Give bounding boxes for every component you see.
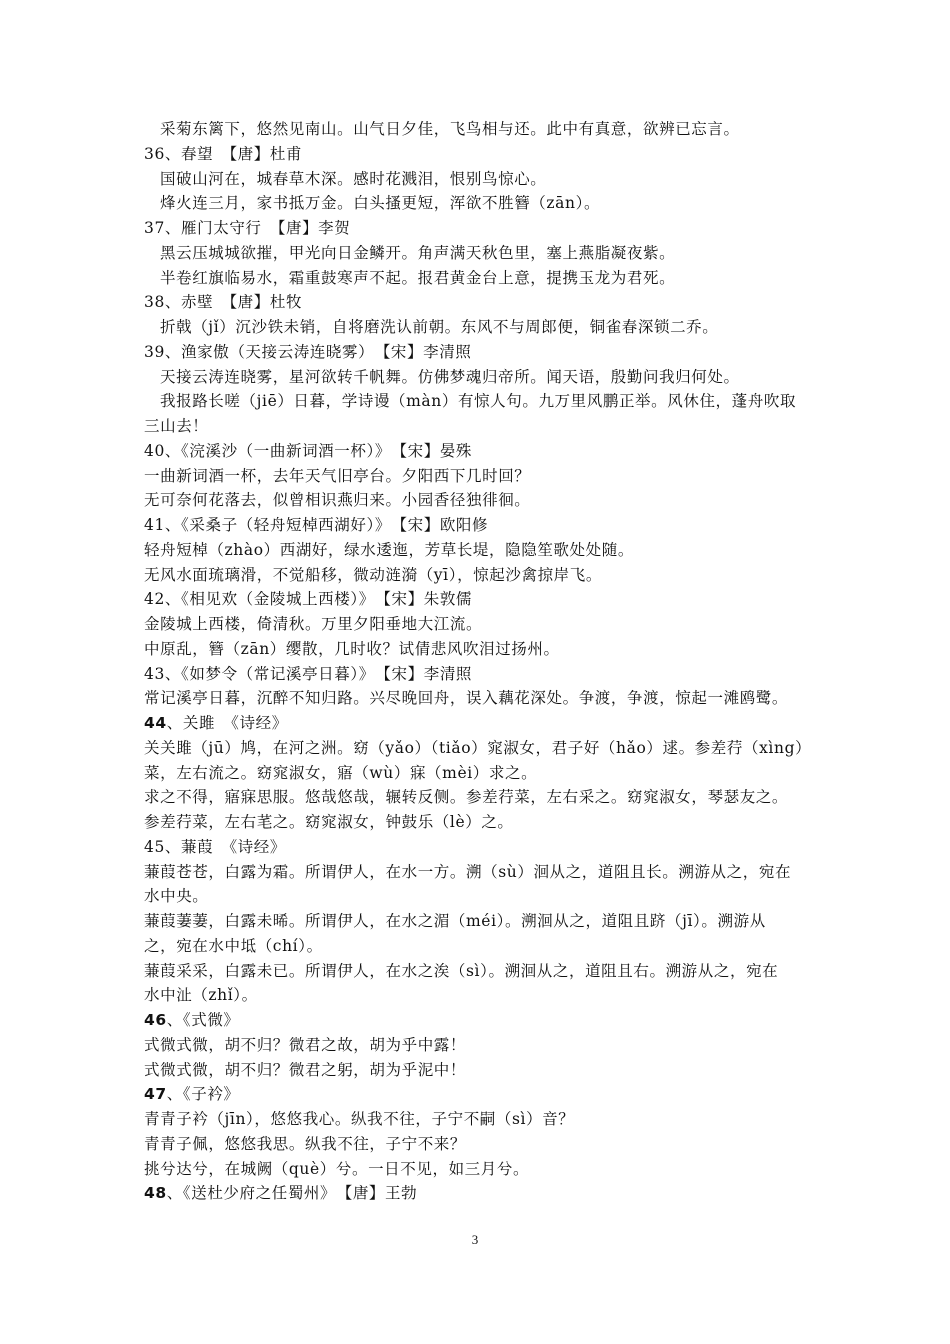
line-text: 37、雁门太守行 【唐】李贺 [144, 219, 351, 237]
line-text: 42、《相见欢（金陵城上西楼）》 【宋】朱敦儒 [144, 590, 473, 609]
line-text: 、《式微》 [166, 1011, 240, 1029]
text-line [144, 1008, 814, 1032]
text-line [160, 241, 830, 265]
line-text: 天接云涛连晓雾，星河欲转千帆舞。仿佛梦魂归帝所。闻天语，殷勤问我归何处。 [160, 367, 740, 386]
text-line [144, 1181, 814, 1205]
text-line [144, 513, 814, 537]
line-text: 水中沚（zhǐ）。 [144, 986, 258, 1005]
line-text: 金陵城上西楼，倚清秋。万里夕阳垂地大江流。 [144, 615, 483, 633]
line-text: 青青子衿（jīn），悠悠我心。纵我不往，子宁不嗣（sì）音？ [144, 1110, 575, 1128]
line-text: 三山去！ [144, 417, 209, 435]
section-number: 44 [144, 714, 167, 732]
line-text: 轻舟短棹（zhào）西湖好，绿水逶迤，芳草长堤，隐隐笙歌处处随。 [144, 540, 634, 559]
section-number: 47 [144, 1085, 167, 1104]
text-line [160, 389, 830, 413]
text-line [160, 315, 830, 339]
text-line [144, 340, 814, 364]
line-text: 之，宛在水中坻（chí）。 [144, 936, 323, 955]
line-text: 一曲新词酒一杯，去年天气旧亭台。夕阳西下几时回？ [144, 466, 531, 485]
line-text: 式微式微，胡不归？微君之躬，胡为乎泥中！ [144, 1060, 467, 1079]
text-line [144, 488, 814, 512]
text-line [144, 810, 814, 834]
text-line [144, 909, 814, 933]
text-line [144, 216, 814, 240]
line-text: 半卷红旗临易水，霜重鼓寒声不起。报君黄金台上意，提携玉龙为君死。 [160, 268, 676, 287]
text-line [144, 464, 814, 488]
text-line [144, 142, 814, 166]
text-line [160, 117, 830, 141]
text-line [144, 1132, 814, 1156]
text-line [160, 191, 830, 215]
line-text: 蒹葭采采，白露未已。所谓伊人，在水之涘（sì）。溯洄从之，道阻且右。溯游从之，宛在 [144, 961, 779, 980]
line-text: 43、《如梦令（常记溪亭日暮）》 【宋】李清照 [144, 664, 473, 683]
line-text: 烽火连三月，家书抵万金。白头搔更短，浑欲不胜簪（zān）。 [160, 194, 601, 213]
text-line [144, 290, 814, 314]
text-line [144, 686, 814, 710]
line-text: 关关雎（jū）鸠，在河之洲。窈（yǎo）（tiǎo）窕淑女，君子好（hǎo）逑。参差荇（xìng） [144, 738, 812, 757]
text-line [144, 612, 814, 636]
line-text: 39、渔家傲（天接云涛连晓雾） 【宋】李清照 [144, 342, 472, 361]
line-text: 45、蒹葭 《诗经》 [144, 837, 286, 856]
text-line [160, 266, 830, 290]
line-text: 38、赤壁 【唐】杜牧 [144, 293, 303, 312]
line-text: 参差荇菜，左右芼之。窈窕淑女，钟鼓乐（lè）之。 [144, 813, 514, 831]
line-text: 我报路长嗟（jiē）日暮，学诗谩（màn）有惊人句。九万里风鹏正举。风休住，蓬舟吹取 [160, 392, 797, 411]
text-line [144, 983, 814, 1007]
text-line [160, 167, 830, 191]
section-number: 46 [144, 1011, 167, 1029]
text-line [144, 884, 814, 908]
text-line [144, 761, 814, 785]
line-text: 蒹葭萋萋，白露未晞。所谓伊人，在水之湄（méi）。溯洄从之，道阻且跻（jī）。溯游从 [144, 912, 766, 930]
text-line [144, 587, 814, 611]
text-line [144, 414, 814, 438]
text-line [144, 835, 814, 859]
line-text: 中原乱，簪（zān）缨散，几时收？试倩悲风吹泪过扬州。 [144, 639, 560, 658]
text-line [144, 439, 814, 463]
text-line [144, 860, 814, 884]
line-text: 挑兮达兮，在城阙（què）兮。一日不见，如三月兮。 [144, 1159, 530, 1178]
text-line [144, 736, 814, 760]
line-text: 折戟（jǐ）沉沙铁未销，自将磨洗认前朝。东风不与周郎便，铜雀春深锁二乔。 [160, 318, 719, 336]
line-text: 青青子佩，悠悠我思。纵我不往，子宁不来？ [144, 1134, 467, 1153]
line-text: 式微式微，胡不归？微君之故，胡为乎中露！ [144, 1035, 467, 1054]
text-line [160, 365, 830, 389]
text-line [144, 563, 814, 587]
text-line [144, 959, 814, 983]
line-text: 水中央。 [144, 887, 209, 906]
line-text: 41、《采桑子（轻舟短棹西湖好）》 【宋】欧阳修 [144, 516, 489, 534]
line-text: 、关雎 《诗经》 [166, 714, 288, 732]
line-text: 国破山河在，城春草木深。感时花溅泪，恨别鸟惊心。 [160, 169, 547, 188]
line-text: 求之不得，寤寐思服。悠哉悠哉，辗转反侧。参差荇菜，左右采之。窈窕淑女，琴瑟友之。 [144, 788, 789, 807]
line-text: 采菊东篱下，悠然见南山。山气日夕佳，飞鸟相与还。此中有真意，欲辨已忘言。 [160, 120, 740, 138]
line-text: 常记溪亭日暮，沉醉不知归路。兴尽晚回舟，误入藕花深处。争渡，争渡，惊起一滩鸥鹭。 [144, 689, 789, 708]
text-line [144, 538, 814, 562]
text-line [144, 1082, 814, 1106]
section-number: 48 [144, 1184, 167, 1203]
text-line [144, 1033, 814, 1057]
text-line [144, 1157, 814, 1181]
text-line [144, 1058, 814, 1082]
page-number: 3 [471, 1232, 479, 1247]
line-text: 黑云压城城欲摧，甲光向日金鳞开。角声满天秋色里，塞上燕脂凝夜紫。 [160, 243, 676, 262]
line-text: 36、春望 【唐】杜甫 [144, 144, 303, 163]
line-text: 、《子衿》 [166, 1085, 240, 1104]
text-line [144, 934, 814, 958]
text-line [144, 637, 814, 661]
text-line [144, 1107, 814, 1131]
line-text: 菜，左右流之。窈窕淑女，寤（wù）寐（mèi）求之。 [144, 763, 538, 782]
line-text: 、《送杜少府之任蜀州》 【唐】王勃 [166, 1184, 418, 1203]
text-line [144, 711, 814, 735]
line-text: 无可奈何花落去，似曾相识燕归来。小园香径独徘徊。 [144, 491, 531, 510]
text-line [144, 662, 814, 686]
line-text: 蒹葭苍苍，白露为霜。所谓伊人，在水一方。溯（sù）洄从之，道阻且长。溯游从之，宛在 [144, 862, 792, 881]
line-text: 无风水面琉璃滑，不觉船移，微动涟漪（yī），惊起沙禽掠岸飞。 [144, 565, 602, 584]
text-line [144, 785, 814, 809]
line-text: 40、《浣溪沙（一曲新词酒一杯）》 【宋】晏殊 [144, 441, 473, 460]
